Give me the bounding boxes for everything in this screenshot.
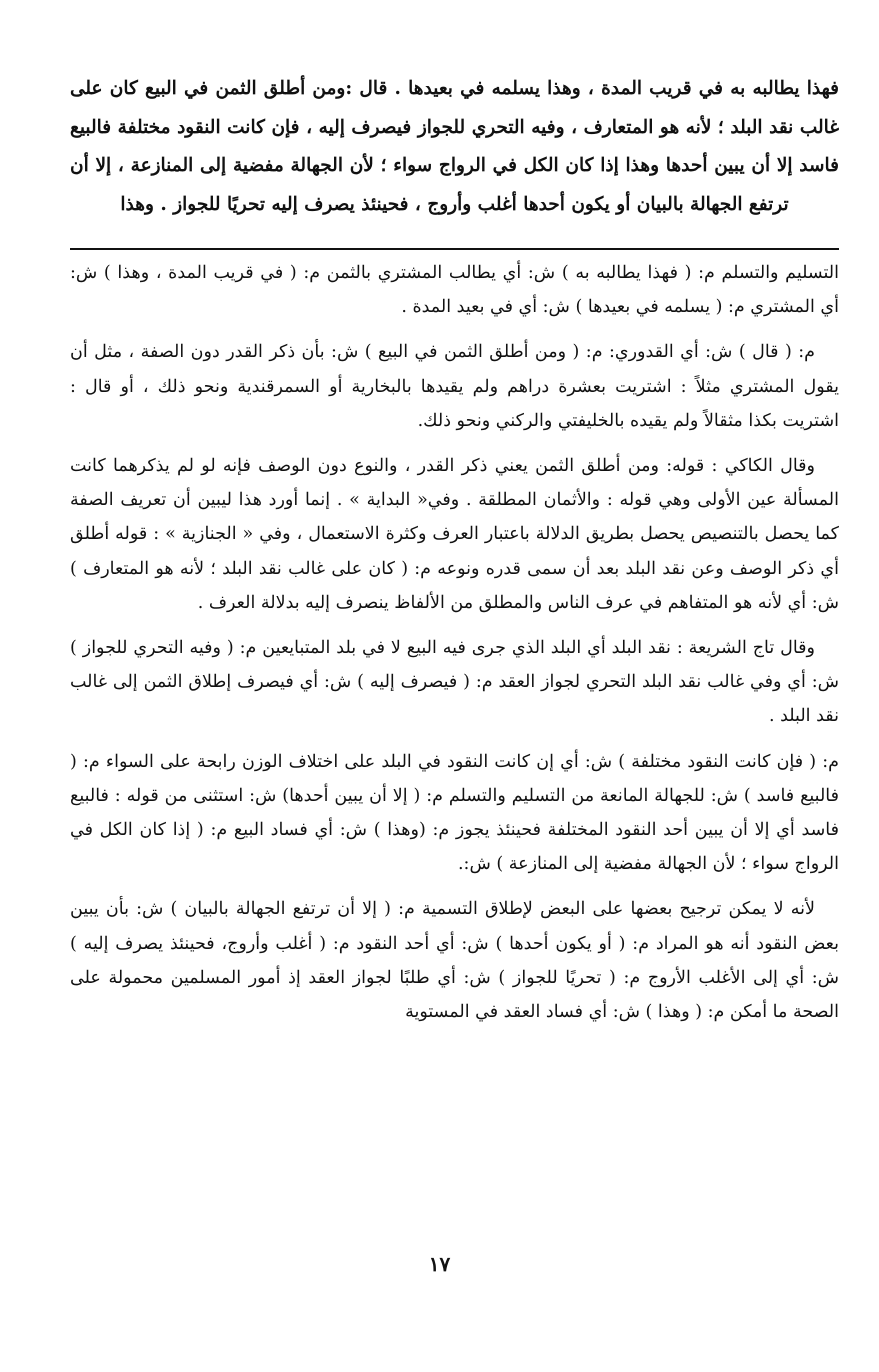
commentary-paragraph: التسليم والتسلم م: ( فهذا يطالبه به ) ش: أي يطالب المشتري بالثمن م: ( في قريب المدة ، وهذا ) ش: أي المشتري م: ( يسلمه في بعيدها ) ش: أي في بعيد المدة . xyxy=(70,263,839,318)
commentary-paragraph: وقال تاج الشريعة : نقد البلد أي البلد الذي جرى فيه البيع لا في بلد المتبايعين م: ( وفيه التحري للجواز ) ش: أي وفي غالب نقد البلد التحري لجواز العقد م: ( فيصرف إليه ) ش: أي فيصرف إطلاق الثمن إلى غالب نقد البلد . xyxy=(70,638,839,727)
separator-rule xyxy=(70,248,839,250)
commentary-paragraph: وقال الكاكي : قوله: ومن أطلق الثمن يعني ذكر القدر ، والنوع دون الوصف فإنه لو لم يذكرهما كانت المسألة عين الأولى وهي قوله : والأثمان المطلقة . وفي« البداية » . إنما أورد هذا ليبين أن تعريف الصفة كما يحصل بالتنصيص يحصل بطريق الدلالة باعتبار العرف وكثرة الاستعمال ، وفي « الجنازية » : قوله أطلق أي ذكر الوصف وعن نقد البلد بعد أن سمى قدره ونوعه م: ( كان على غالب نقد البلد ؛ لأنه هو المتعارف ) ش: أي لأنه هو المتفاهم في عرف الناس والمطلق من الألفاظ ينصرف إليه بدلالة العرف . xyxy=(70,456,839,613)
main-text-block xyxy=(70,70,839,224)
commentary-paragraph: م: ( فإن كانت النقود مختلفة ) ش: أي إن كانت النقود في البلد على اختلاف الوزن رابحة على السواء م: ( فالبيع فاسد ) ش: للجهالة المانعة من التسليم والتسلم م: ( إلا أن يبين أحدها) ش: استثنى من قوله : فالبيع فاسد أي إلا أن يبين أحد النقود المختلفة فحينئذ يجوز م: (وهذا ) ش: أي فساد البيع م: ( إذا كان الكل في الرواج سواء ؛ لأن الجهالة مفضية إلى المنازعة ) ش:. xyxy=(70,751,839,875)
book-page xyxy=(70,70,839,1372)
main-text-paragraph: فهذا يطالبه به في قريب المدة ، وهذا يسلمه في بعيدها . قال :ومن أطلق الثمن في البيع كان على غالب نقد البلد ؛ لأنه هو المتعارف ، وفيه التحري للجواز فيصرف إليه ، فإن كانت النقود مختلفة فالبيع فاسد إلا أن يبين أحدها وهذا إذا كان الكل في الرواج سواء ؛ لأن الجهالة مفضية إلى المنازعة ، إلا أن ترتفع الجهالة بالبيان أو يكون أحدها أغلب وأروج ، فحينئذ يصرف إليه تحريًا للجواز . وهذا xyxy=(70,78,839,215)
commentary-block xyxy=(70,256,839,1029)
page-number: ١٧ xyxy=(428,1252,451,1276)
commentary-paragraph: لأنه لا يمكن ترجيح بعضها على البعض لإطلاق التسمية م: ( إلا أن ترتفع الجهالة بالبيان ) ش: بأن يبين بعض النقود أنه هو المراد م: ( أو يكون أحدها ) ش: أي أحد النقود م: ( أغلب وأروج، فحينئذ يصرف إليه ) ش: أي إلى الأغلب الأروج م: ( تحريًا للجواز ) ش: أي طلبًا لجواز العقد إذ أمور المسلمين محمولة على الصحة ما أمكن م: ( وهذا ) ش: أي فساد العقد في المستوية xyxy=(70,899,839,1023)
commentary-paragraph: م: ( قال ) ش: أي القدوري: م: ( ومن أطلق الثمن في البيع ) ش: بأن ذكر القدر دون الصفة ، مثل أن يقول المشتري مثلاً : اشتريت بعشرة دراهم ولم يقيدها بالبخارية أو السمرقندية ونحو ذلك ، أو قال : اشتريت بكذا مثقالاً ولم يقيده بالخليفتي والركني ونحو ذلك. xyxy=(70,342,839,431)
